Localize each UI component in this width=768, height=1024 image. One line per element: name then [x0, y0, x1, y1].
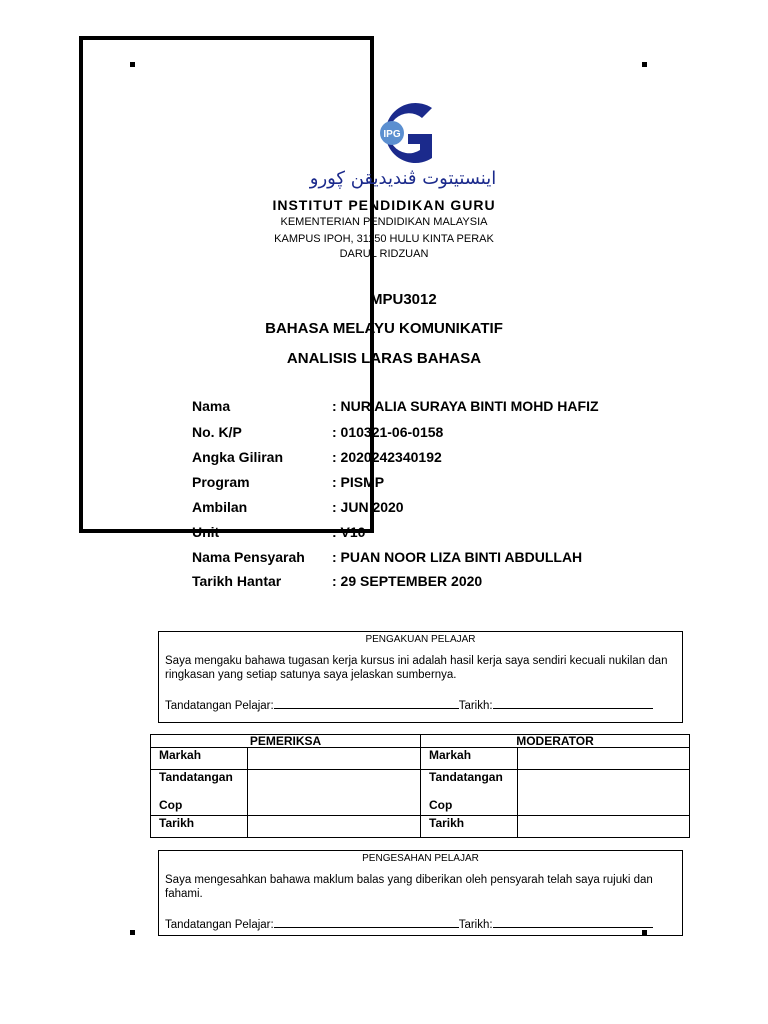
- pemeriksa-header: PEMERIKSA: [151, 735, 421, 748]
- info-value: : 29 SEPTEMBER 2020: [332, 573, 483, 589]
- pemeriksa-markah-cell[interactable]: [248, 748, 421, 770]
- signature-label: Tandatangan Pelajar:: [165, 700, 274, 712]
- moderator-date-cell[interactable]: [518, 816, 690, 838]
- institute-name: INSTITUT PENDIDIKAN GURU: [272, 197, 496, 213]
- signature-line[interactable]: [274, 915, 459, 928]
- signature-line[interactable]: [274, 696, 459, 709]
- ministry-name: KEMENTERIAN PENDIDIKAN MALAYSIA: [280, 216, 488, 228]
- cop-label: Cop: [429, 798, 453, 812]
- info-label: Tarikh Hantar: [192, 573, 282, 589]
- logo-text: IPG: [383, 129, 401, 140]
- info-value: : PISMP: [332, 474, 385, 490]
- info-value: : NUR ALIA SURAYA BINTI MOHD HAFIZ: [332, 398, 599, 414]
- info-label: Unit: [192, 524, 220, 540]
- info-value: : 2020242340192: [332, 449, 442, 465]
- pengakuan-box: [158, 631, 683, 723]
- info-value: : 010321-06-0158: [332, 424, 444, 440]
- moderator-markah-cell[interactable]: [518, 748, 690, 770]
- info-value: : JUN 2020: [332, 499, 404, 515]
- pengesahan-text: Saya mengesahkan bahawa maklum balas yang diberikan oleh pensyarah telah saya rujuki dan fahami.: [165, 874, 653, 900]
- info-label: Angka Giliran: [192, 449, 284, 465]
- tandatangan-cop-label: [151, 770, 248, 816]
- moderator-signature-cell[interactable]: [518, 770, 690, 816]
- date-label: Tarikh:: [458, 700, 493, 712]
- jawi-text: اينستيتوت ڤنديديقن ڮورو: [309, 168, 497, 189]
- pengakuan-signature: [159, 696, 659, 712]
- course-name: BAHASA MELAYU KOMUNIKATIF: [265, 320, 503, 337]
- assignment-title: ANALISIS LARAS BAHASA: [286, 350, 482, 367]
- corner-mark: [642, 62, 647, 67]
- tandatangan-label: Tandatangan: [159, 770, 233, 784]
- jawi-title: [290, 160, 516, 196]
- info-label: Nama: [192, 398, 231, 414]
- markah-label: Markah: [151, 748, 248, 770]
- info-label: Ambilan: [192, 499, 248, 515]
- tarikh-label: Tarikh: [421, 816, 518, 838]
- info-label: Program: [192, 474, 250, 490]
- pengesahan-signature: [159, 915, 659, 931]
- campus-address: KAMPUS IPOH, 31150 HULU KINTA PERAK: [274, 233, 494, 245]
- date-label: Tarikh:: [458, 919, 493, 931]
- signature-label: Tandatangan Pelajar:: [165, 919, 274, 931]
- info-label: No. K/P: [192, 424, 242, 440]
- info-value: : PUAN NOOR LIZA BINTI ABDULLAH: [332, 549, 583, 565]
- markah-label: Markah: [421, 748, 518, 770]
- pengakuan-title: PENGAKUAN PELAJAR: [365, 634, 476, 645]
- pemeriksa-date-cell[interactable]: [248, 816, 421, 838]
- pemeriksa-signature-cell[interactable]: [248, 770, 421, 816]
- pengakuan-text: Saya mengaku bahawa tugasan kerja kursus ini adalah hasil kerja saya sendiri kecuali nukilan dan ringkasan yang setiap satunya saya jelaskan sumbernya.: [165, 655, 668, 681]
- cop-label: Cop: [159, 798, 183, 812]
- tarikh-label: Tarikh: [151, 816, 248, 838]
- info-label: Nama Pensyarah: [192, 549, 305, 565]
- tandatangan-label: Tandatangan: [429, 770, 503, 784]
- grading-table: [150, 734, 690, 838]
- pengesahan-box: [158, 850, 683, 936]
- pengesahan-title: PENGESAHAN PELAJAR: [362, 853, 479, 864]
- ipg-logo-icon: [370, 100, 436, 166]
- date-line[interactable]: [493, 696, 653, 709]
- date-line[interactable]: [493, 915, 653, 928]
- course-code: MPU3012: [370, 291, 437, 308]
- moderator-header: MODERATOR: [421, 735, 690, 748]
- state-name: DARUL RIDZUAN: [339, 248, 429, 260]
- corner-mark: [130, 62, 135, 67]
- corner-mark: [130, 930, 135, 935]
- info-value: : V10: [332, 524, 366, 540]
- tandatangan-cop-label: [421, 770, 518, 816]
